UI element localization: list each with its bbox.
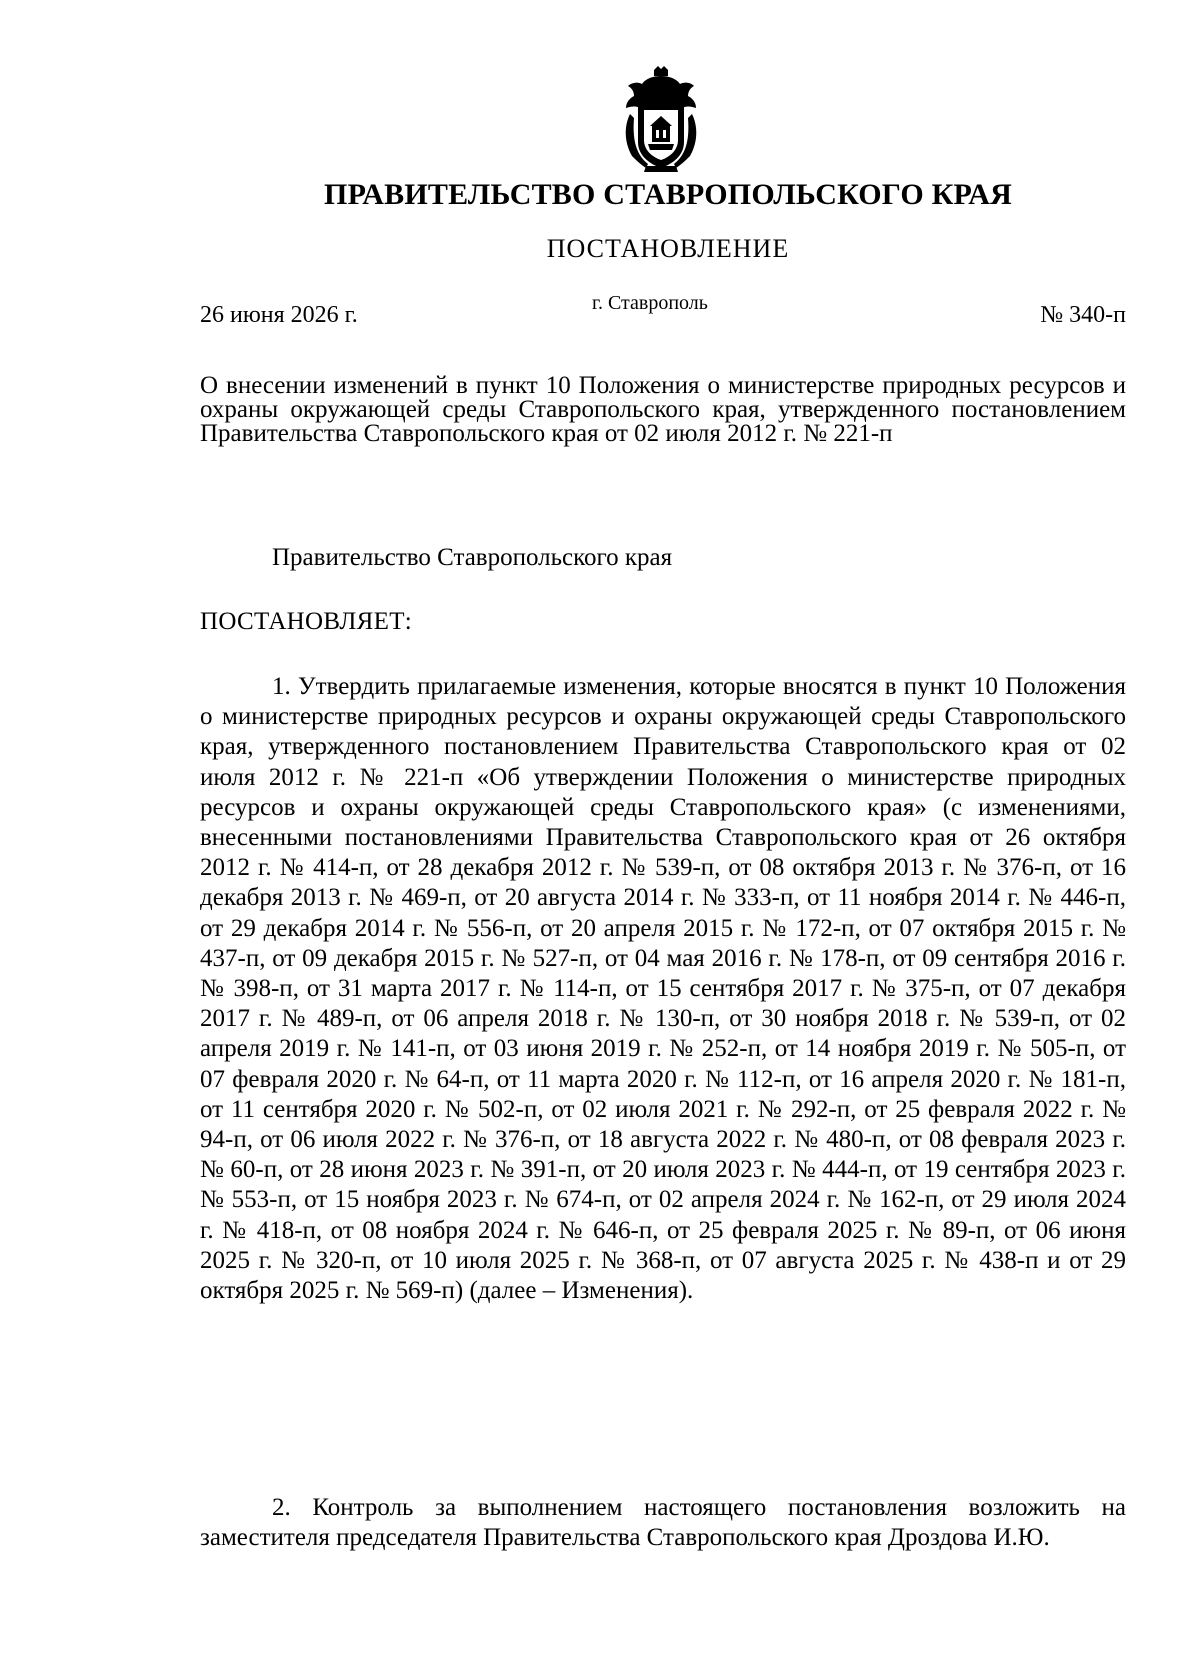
document-subject: О внесении изменений в пункт 10 Положения о министерстве природных ресурсов и охраны окружающей среды Ставропольского края, утвержденного постановлением Правительства Ставропольского края от 02 июля 2012 г. № 221-п [200,372,1126,447]
document-number: № 340-п [1040,302,1126,328]
document-city: г. Ставрополь [592,292,708,314]
paragraph-2: 2. Контроль за выполнением настоящего постановления возложить на заместителя председателя Правительства Ставропольского края Дроздова И.Ю. [200,1494,1126,1552]
document-type: ПОСТАНОВЛЕНИЕ [546,234,790,263]
government-title: ПРАВИТЕЛЬСТВО СТАВРОПОЛЬСКОГО КРАЯ [324,178,1012,211]
decrees-heading: ПОСТАНОВЛЯЕТ: [200,608,413,635]
document-date: 26 июня 2026 г. [200,302,358,328]
stavropol-coat-of-arms-icon [616,64,706,174]
issuing-body: Правительство Ставропольского края [272,544,673,571]
paragraph-1: 1. Утвердить прилагаемые изменения, которые вносятся в пункт 10 Положения о министерстве природных ресурсов и охраны окружающей среды Ставропольского края, утвержденного постановлением Правительства Ставропольского края от 02 июля 2012 г. № 221-п «Об утверждении Положения о министерстве природных ресурсов и охраны окружающей среды Ставропольского края» (с изменениями, внесенными постановлениями Правительства Ставропольского края от 26 октября 2012 г. № 414-п, от 28 декабря 2012 г. № 539-п, от 08 октября 2013 г. № 376-п, от 16 декабря 2013 г. № 469-п, от 20 августа 2014 г. № 333-п, от 11 ноября 2014 г. № 446-п, от 29 декабря 2014 г. № 556-п, от 20 апреля 2015 г. № 172-п, от 07 октября 2015 г. № 437-п, от 09 декабря 2015 г. № 527-п, от 04 мая 2016 г. № 178-п, от 09 сентября 2016 г. № 398-п, от 31 марта 2017 г. № 114-п, от 15 сентября 2017 г. № 375-п, от 07 декабря 2017 г. № 489-п, от 06 апреля 2018 г. № 130-п, от 30 ноября 2018 г. № 539-п, от 02 апреля 2019 г. № 141-п, от 03 июня 2019 г. № 252-п, от 14 ноября 2019 г. № 505-п, от 07 февраля 2020 г. № 64-п, от 11 марта 2020 г. № 112-п, от 16 апреля 2020 г. № 181-п, от 11 сентября 2020 г. № 502-п, от 02 июля 2021 г. № 292-п, от 25 февраля 2022 г. № 94-п, от 06 июля 2022 г. № 376-п, от 18 августа 2022 г. № 480-п, от 08 февраля 2023 г. № 60-п, от 28 июня 2023 г. № 391-п, от 20 июля 2023 г. № 444-п, от 19 сентября 2023 г. № 553-п, от 15 ноября 2023 г. № 674-п, от 02 апреля 2024 г. № 162-п, от 29 июля 2024 г. № 418-п, от 08 ноября 2024 г. № 646-п, от 25 февраля 2025 г. № 89-п, от 06 июня 2025 г. № 320-п, от 10 июля 2025 г. № 368-п, от 07 августа 2025 г. № 438-п и от 29 октября 2025 г. № 569-п) (далее – Изменения). [200,673,1126,1305]
